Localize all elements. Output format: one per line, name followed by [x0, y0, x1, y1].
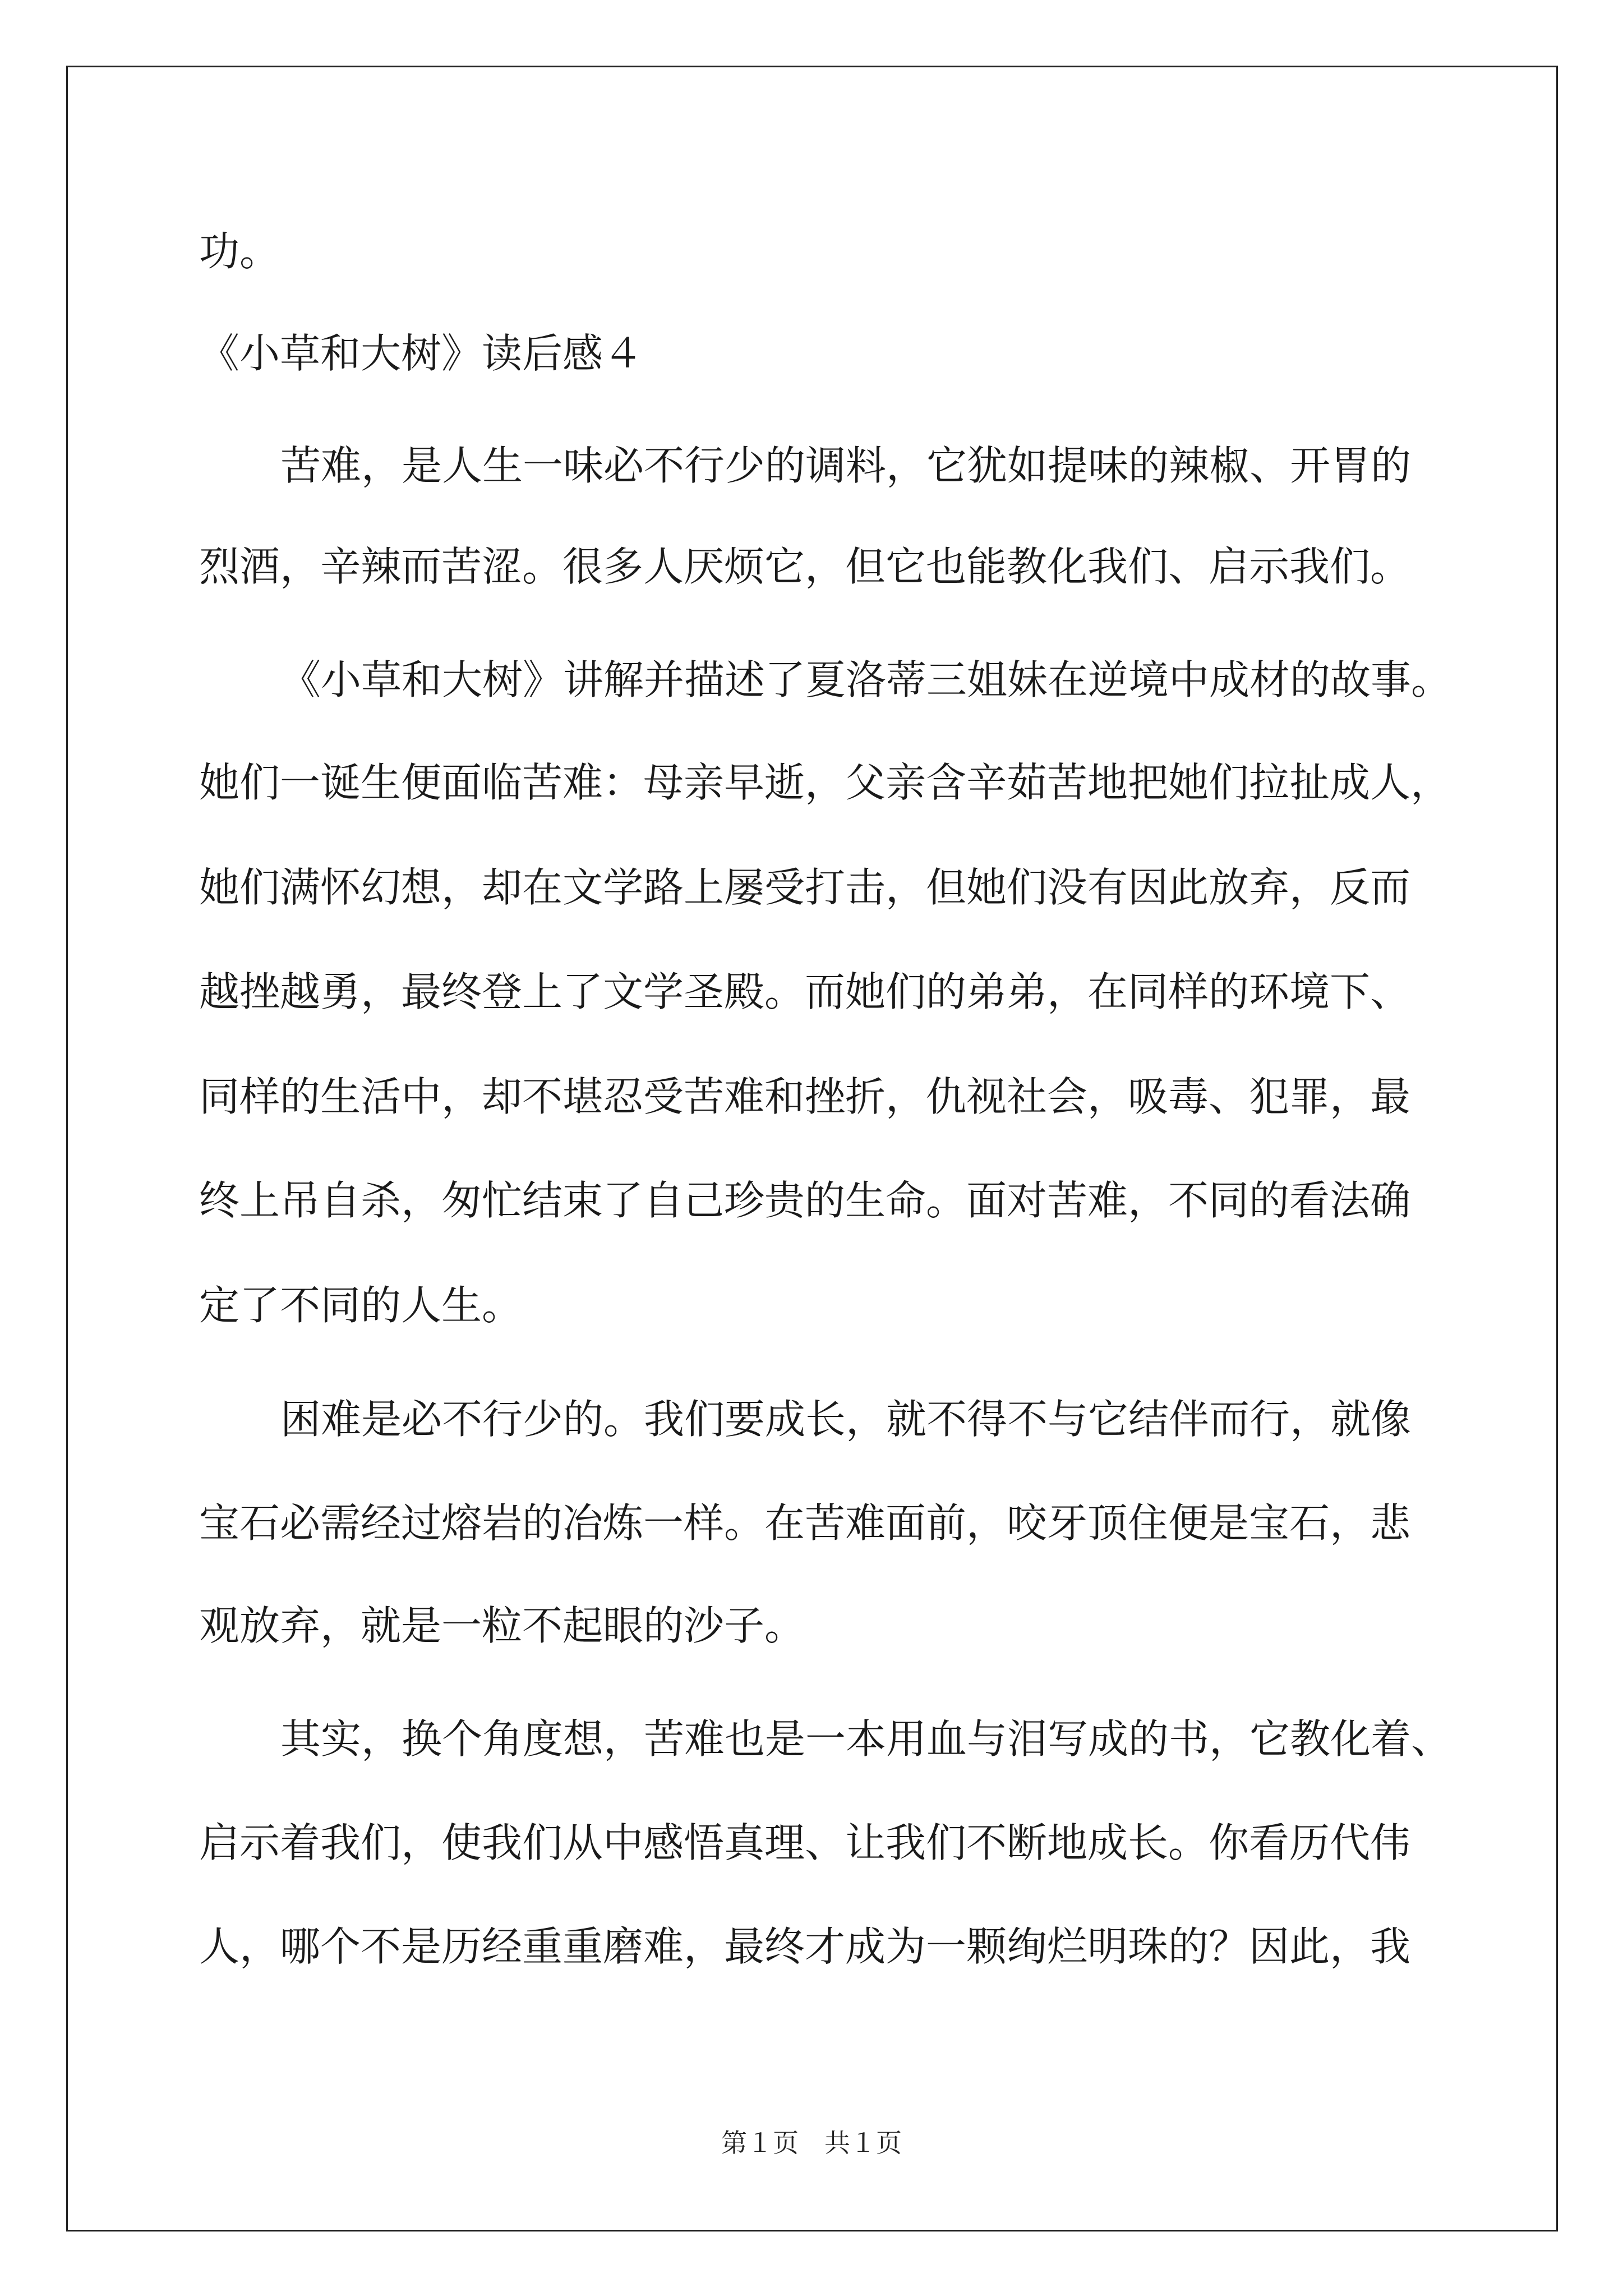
paragraph-line: 越挫越勇，最终登上了文学圣殿。而她们的弟弟，在同样的环境下、	[199, 968, 1411, 1015]
text-line: 功。	[199, 228, 280, 275]
paragraph-line: 《小草和大树》讲解并描述了夏洛蒂三姐妹在逆境中成材的故事。	[280, 656, 1452, 703]
paragraph-line: 烈酒，辛辣而苦涩。很多人厌烦它，但它也能教化我们、启示我们。	[199, 543, 1411, 590]
paragraph-line: 她们满怀幻想，却在文学路上屡受打击，但她们没有因此放弃，反而	[199, 864, 1411, 911]
paragraph-line: 困难是必不行少的。我们要成长，就不得不与它结伴而行，就像	[280, 1396, 1412, 1443]
paragraph-line: 定了不同的人生。	[199, 1282, 523, 1329]
paragraph-line: 宝石必需经过熔岩的冶炼一样。在苦难面前，咬牙顶住便是宝石，悲	[199, 1499, 1411, 1547]
page-border	[66, 66, 1558, 2231]
paragraph-line: 启示着我们，使我们从中感悟真理、让我们不断地成长。你看历代伟	[199, 1819, 1411, 1866]
paragraph-line: 人，哪个不是历经重重磨难，最终才成为一颗绚烂明珠的？因此，我	[199, 1923, 1411, 1970]
paragraph-line: 同样的生活中，却不堪忍受苦难和挫折，仇视社会，吸毒、犯罪，最	[199, 1073, 1411, 1120]
paragraph-line: 其实，换个角度想，苦难也是一本用血与泪写成的书，它教化着、	[280, 1715, 1452, 1763]
paragraph-line: 她们一诞生便面临苦难：母亲早逝，父亲含辛茹苦地把她们拉扯成人，	[199, 759, 1451, 806]
paragraph-line: 观放弃，就是一粒不起眼的沙子。	[199, 1602, 805, 1649]
section-heading: 《小草和大树》读后感４	[199, 330, 644, 377]
paragraph-line: 终上吊自杀，匆忙结束了自己珍贵的生命。面对苦难，不同的看法确	[199, 1177, 1411, 1224]
paragraph-line: 苦难，是人生一味必不行少的调料，它犹如提味的辣椒、开胃的	[280, 442, 1412, 489]
page-footer: 第１页 共１页	[721, 2128, 902, 2158]
